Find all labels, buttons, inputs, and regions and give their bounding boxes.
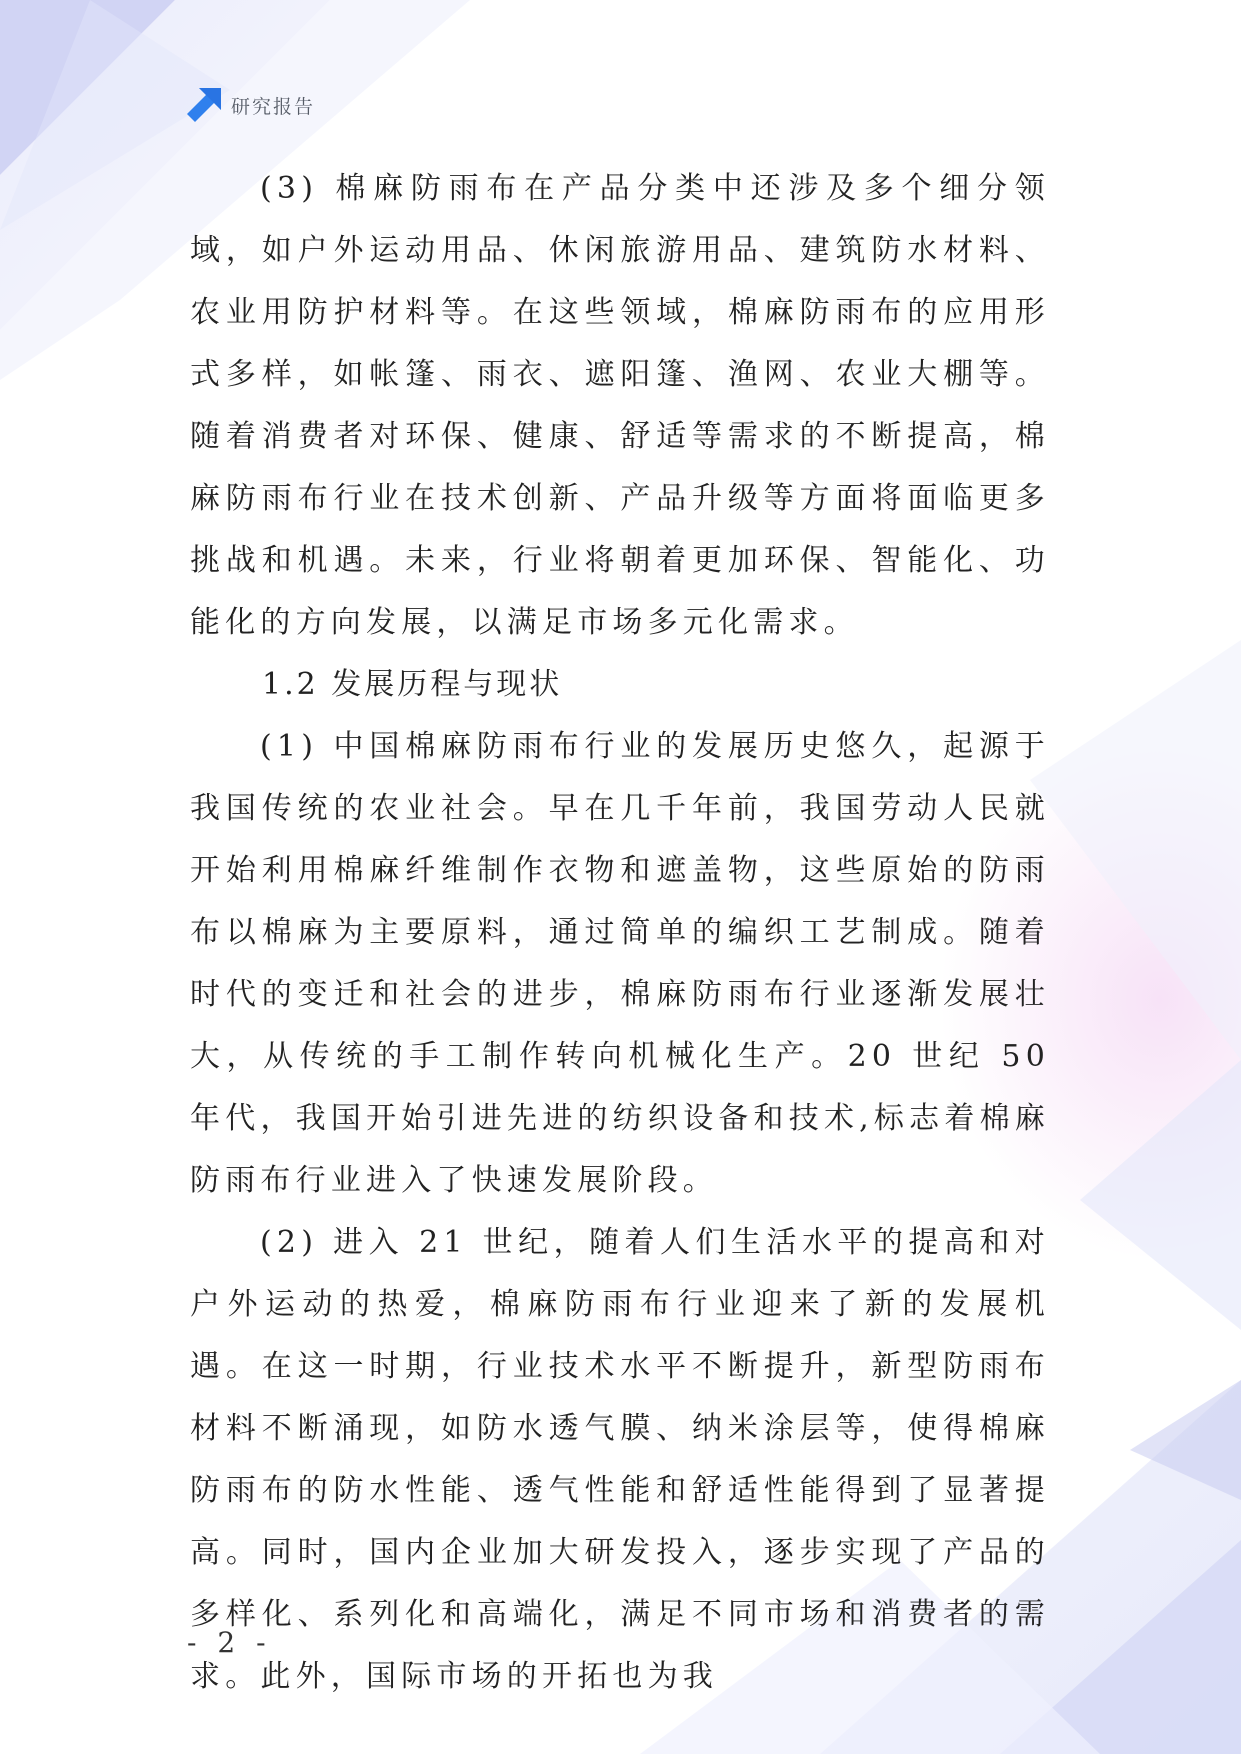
- arrow-up-right-icon: [187, 88, 221, 122]
- report-header: [187, 88, 315, 122]
- paragraph-21st-century: (2) 进入 21 世纪，随着人们生活水平的提高和对户外运动的热爱，棉麻防雨布行业迎来了新的发展机遇。在这一时期，行业技术水平不断提升，新型防雨布材料不断涌现，如防水透气膜、纳米涂层等，使得棉麻防雨布的防水性能、透气性能和舒适性能得到了显著提高。同时，国内企业加大研发投入，逐步实现了产品的多样化、系列化和高端化，满足不同市场和消费者的需求。此外，国际市场的开拓也为我: [190, 1225, 1050, 1694]
- document-body: [190, 158, 1050, 1708]
- page-number: - 2 -: [187, 1626, 272, 1659]
- paragraph-history: (1) 中国棉麻防雨布行业的发展历史悠久，起源于我国传统的农业社会。早在几千年前，我国劳动人民就开始利用棉麻纤维制作衣物和遮盖物，这些原始的防雨布以棉麻为主要原料，通过简单的编织工艺制成。随着时代的变迁和社会的进步，棉麻防雨布行业逐渐发展壮大，从传统的手工制作转向机械化生产。20 世纪 50 年代，我国开始引进先进的纺织设备和技术,标志着棉麻防雨布行业进入了快速发展阶段。: [190, 729, 1050, 1198]
- section-heading: 1.2 发展历程与现状: [262, 667, 563, 702]
- header-title: 研究报告: [231, 95, 316, 118]
- paragraph-product-categories: (3) 棉麻防雨布在产品分类中还涉及多个细分领域，如户外运动用品、休闲旅游用品、建筑防水材料、农业用防护材料等。在这些领域，棉麻防雨布的应用形式多样，如帐篷、雨衣、遮阳篷、渔网、农业大棚等。随着消费者对环保、健康、舒适等需求的不断提高，棉麻防雨布行业在技术创新、产品升级等方面将面临更多挑战和机遇。未来，行业将朝着更加环保、智能化、功能化的方向发展，以满足市场多元化需求。: [190, 171, 1050, 640]
